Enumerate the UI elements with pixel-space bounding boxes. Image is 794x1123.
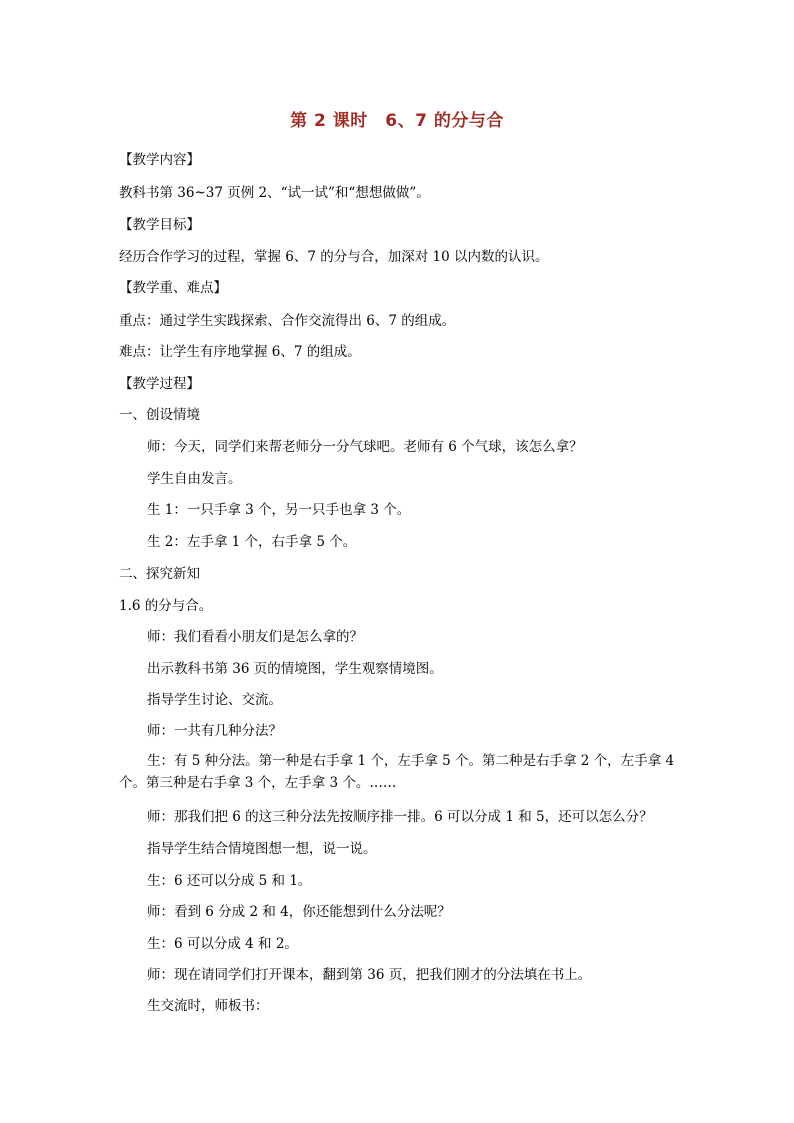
section-heading-objectives: 【教学目标】 (119, 217, 200, 233)
paragraph: 师：看到 6 分成 2 和 4，你还能想到什么分法呢？ (147, 904, 451, 920)
section-heading-content: 【教学内容】 (119, 152, 200, 168)
section-heading-process: 【教学过程】 (119, 376, 200, 392)
paragraph-wrapped: 生：有 5 种分法。第一种是右手拿 1 个，左手拿 5 个。第二种是右手拿 2 个，左手拿 4 个。第三种是右手拿 3 个，左手拿 3 个。…… (119, 753, 675, 791)
paragraph: 师：那我们把 6 的这三种分法先按顺序排一排。6 可以分成 1 和 5，还可以怎么分？ (147, 809, 653, 825)
section-heading-key-points: 【教学重、难点】 (119, 280, 227, 296)
paragraph: 经历合作学习的过程，掌握 6、7 的分与合，加深对 10 以内数的认识。 (119, 249, 549, 265)
paragraph: 教科书第 36~37 页例 2、“试一试”和“想想做做”。 (119, 185, 430, 201)
subsection-heading: 一、创设情境 (119, 407, 200, 423)
subsection-heading: 二、探究新知 (119, 566, 200, 582)
lesson-title: 第 2 课时 6、7 的分与合 (290, 111, 504, 131)
paragraph: 生：6 还可以分成 5 和 1。 (147, 873, 312, 889)
paragraph: 生 1：一只手拿 3 个，另一只手也拿 3 个。 (147, 502, 411, 518)
paragraph: 学生自由发言。 (147, 471, 242, 487)
paragraph: 生：6 可以分成 4 和 2。 (147, 936, 298, 952)
paragraph: 生 2：左手拿 1 个，右手拿 5 个。 (147, 534, 357, 550)
paragraph: 师：今天，同学们来帮老师分一分气球吧。老师有 6 个气球，该怎么拿？ (147, 439, 583, 455)
numbered-item: 1.6 的分与合。 (119, 598, 213, 614)
paragraph: 师：我们看看小朋友们是怎么拿的？ (147, 629, 363, 645)
paragraph: 生交流时，师板书： (147, 998, 269, 1014)
paragraph: 指导学生讨论、交流。 (147, 692, 282, 708)
paragraph: 师：现在请同学们打开课本，翻到第 36 页，把我们刚才的分法填在书上。 (147, 967, 592, 983)
paragraph: 师：一共有几种分法？ (147, 723, 282, 739)
paragraph: 难点：让学生有序地掌握 6、7 的组成。 (119, 344, 361, 360)
paragraph: 出示教科书第 36 页的情境图，学生观察情境图。 (147, 661, 443, 677)
paragraph: 指导学生结合情境图想一想，说一说。 (147, 841, 377, 857)
paragraph: 重点：通过学生实践探索、合作交流得出 6、7 的组成。 (119, 313, 456, 329)
